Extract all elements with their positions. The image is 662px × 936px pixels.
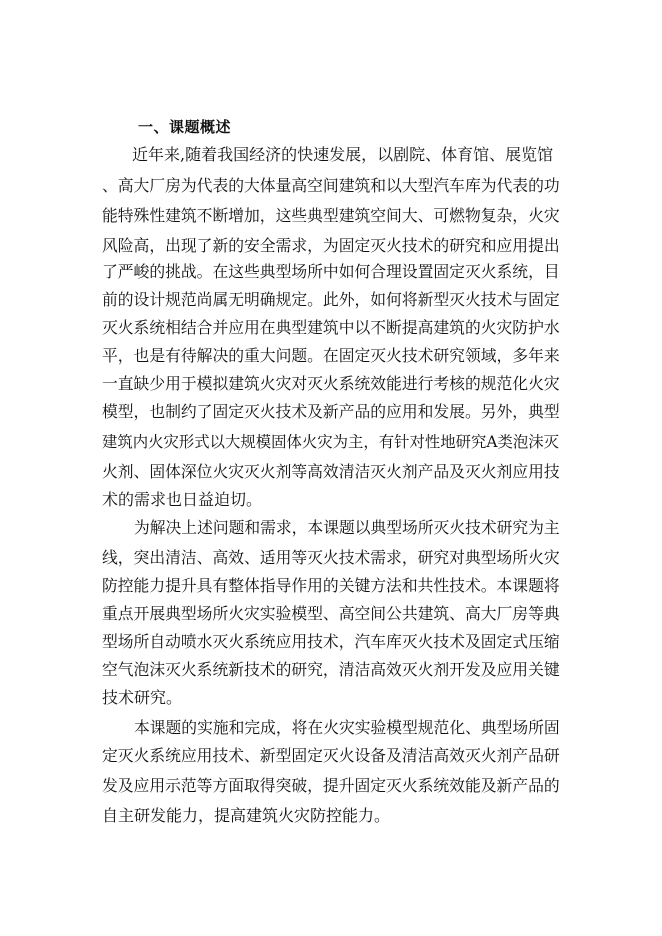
paragraph-line: 、高大厂房为代表的大体量高空间建筑和以大型汽车库为代表的功 — [102, 176, 560, 195]
paragraph-line: 线，突出清洁、高效、适用等灭火技术需求，研究对典型场所火灾 — [102, 548, 560, 567]
paragraph-line: 本课题的实施和完成，将在火灾实验模型规范化、典型场所固 — [134, 718, 560, 737]
paragraph-line: 前的设计规范尚属无明确规定。此外，如何将新型灭火技术与固定 — [102, 290, 560, 309]
paragraph-line: 一直缺少用于模拟建筑火灾对灭火系统效能进行考核的规范化火灾 — [102, 374, 560, 393]
paragraph-line: 空气泡沫灭火系统新技术的研究，清洁高效灭火剂开发及应用关键 — [102, 660, 560, 679]
paragraph-line: 模型，也制约了固定灭火技术及新产品的应用和发展。另外，典型 — [102, 402, 560, 421]
paragraph-line: 平，也是有待解决的重大问题。在固定灭火技术研究领域，多年来 — [102, 346, 560, 365]
paragraph-line: 术的需求也日益迫切。 — [102, 490, 263, 509]
paragraph-line: 火剂、固体深位火灾灭火剂等高效清洁灭火剂产品及灭火剂应用技 — [102, 462, 560, 481]
paragraph-line: 重点开展典型场所火灾实验模型、高空间公共建筑、高大厂房等典 — [102, 604, 560, 623]
paragraph-line: 自主研发能力，提高建筑火灾防控能力。 — [102, 806, 391, 825]
paragraph-line: 为解决上述问题和需求，本课题以典型场所灭火技术研究为主 — [134, 518, 560, 537]
paragraph-line: 能特殊性建筑不断增加，这些典型建筑空间大、可燃物复杂，火灾 — [102, 206, 560, 225]
section-heading: 一、课题概述 — [138, 118, 232, 136]
paragraph-line: 近年来,随着我国经济的快速发展，以剧院、体育馆、展览馆 — [132, 145, 554, 164]
paragraph-line: 建筑内火灾形式以大规模固体火灾为主，有针对性地研究A类泡沫灭 — [102, 433, 559, 451]
paragraph-line: 防控能力提升具有整体指导作用的关键方法和共性技术。本课题将 — [102, 576, 560, 595]
paragraph-line: 风险高，出现了新的安全需求，为固定灭火技术的研究和应用提出 — [102, 236, 560, 255]
paragraph-line: 技术研究。 — [102, 688, 183, 707]
paragraph-line: 了严峻的挑战。在这些典型场所中如何合理设置固定灭火系统，目 — [102, 262, 560, 281]
paragraph-line: 型场所自动喷水灭火系统应用技术，汽车库灭火技术及固定式压缩 — [102, 632, 560, 651]
paragraph-line: 灭火系统相结合并应用在典型建筑中以不断提高建筑的火灾防护水 — [102, 318, 560, 337]
paragraph-line: 定灭火系统应用技术、新型固定灭火设备及清洁高效灭火剂产品研 — [102, 746, 560, 765]
paragraph-line: 发及应用示范等方面取得突破，提升固定灭火系统效能及新产品的 — [102, 776, 560, 795]
